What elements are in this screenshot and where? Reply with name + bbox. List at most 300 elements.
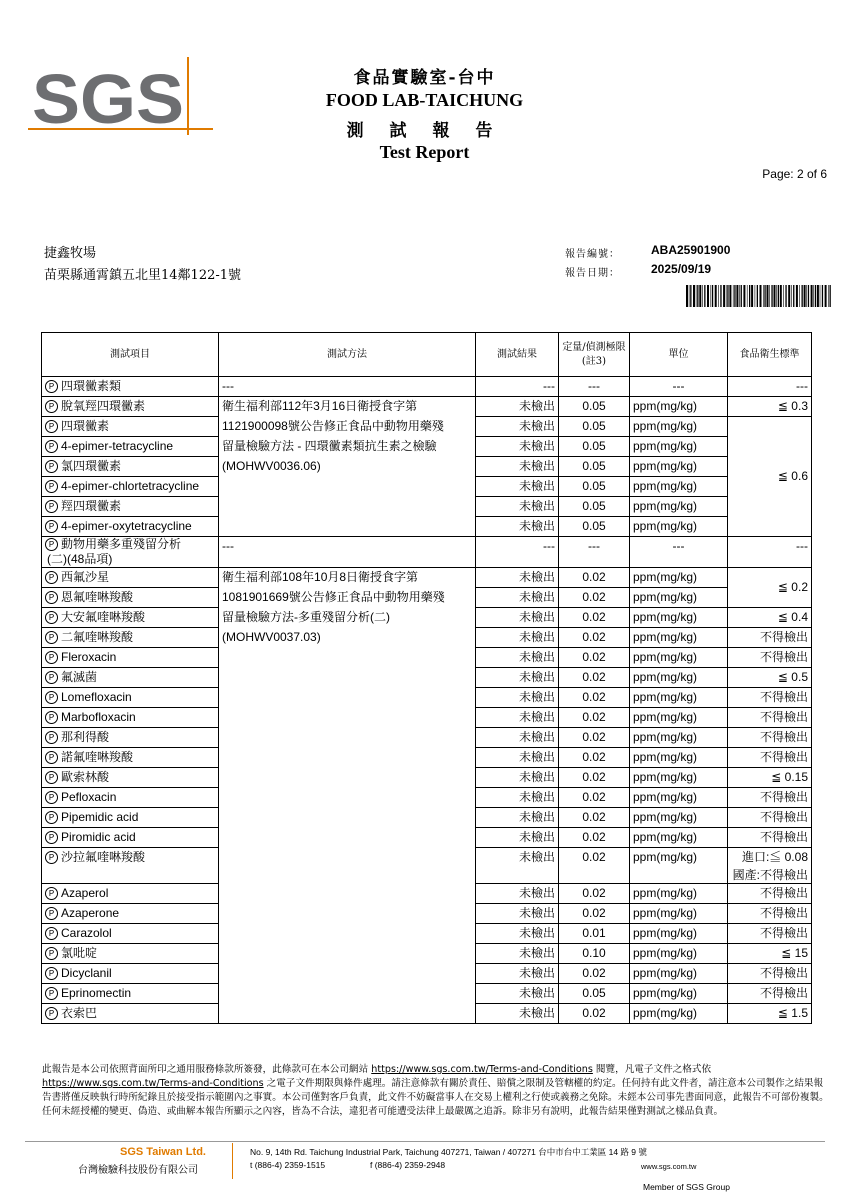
cell-item (42, 497, 219, 517)
item-name: 大安氟喹啉羧酸 (61, 610, 146, 624)
cell-item (42, 944, 219, 964)
p-circle-icon: P (45, 671, 58, 684)
item-name: 那利得酸 (61, 730, 110, 744)
cell-standard: 不得檢出 (728, 984, 812, 1004)
cell-result: 未檢出 (476, 984, 559, 1004)
item-name: Pipemidic acid (61, 810, 139, 824)
cell-standard: ≦ 15 (728, 944, 812, 964)
barcode-bar (785, 285, 786, 307)
barcode-bar (763, 285, 764, 307)
cell-standard: 不得檢出 (728, 648, 812, 668)
cell-standard: ≦ 0.4 (728, 608, 812, 628)
cell-unit: ppm(mg/kg) (630, 497, 728, 517)
p-circle-icon: P (45, 771, 58, 784)
barcode-bar (699, 285, 701, 307)
header-item: 測試項目 (42, 333, 219, 377)
p-circle-icon: P (45, 831, 58, 844)
cell-unit: --- (630, 537, 728, 568)
p-circle-icon: P (45, 851, 58, 864)
cell-limit: 0.01 (559, 924, 630, 944)
cell-result: 未檢出 (476, 944, 559, 964)
barcode-bar (751, 285, 753, 307)
cell-item (42, 1004, 219, 1024)
cell-unit: ppm(mg/kg) (630, 984, 728, 1004)
barcode-bar (757, 285, 758, 307)
report-title-zh: 測 試 報 告 (346, 121, 503, 141)
cell-unit: ppm(mg/kg) (630, 848, 728, 884)
cell-standard: 不得檢出 (728, 904, 812, 924)
barcode-bar (690, 285, 691, 307)
standard-domestic: 國產:不得檢出 (732, 868, 808, 882)
p-circle-icon: P (45, 480, 58, 493)
item-name: 諾氟喹啉羧酸 (61, 750, 134, 764)
item-name: Fleroxacin (61, 650, 117, 664)
cell-result: 未檢出 (476, 788, 559, 808)
p-circle-icon: P (45, 927, 58, 940)
p-circle-icon: P (45, 731, 58, 744)
cell-unit: ppm(mg/kg) (630, 668, 728, 688)
cell-item (42, 848, 219, 884)
item-name: 4-epimer-tetracycline (61, 439, 174, 453)
cell-unit: ppm(mg/kg) (630, 768, 728, 788)
cell-limit: 0.02 (559, 788, 630, 808)
cell-result: 未檢出 (476, 568, 559, 588)
standard-import: 進口:≦ 0.08 (741, 850, 808, 864)
cell-limit: 0.02 (559, 964, 630, 984)
cell-unit: ppm(mg/kg) (630, 884, 728, 904)
barcode-bar (723, 285, 725, 307)
p-circle-icon: P (45, 887, 58, 900)
cell-limit: 0.02 (559, 728, 630, 748)
barcode-bar (696, 285, 697, 307)
item-name: 歐索林酸 (61, 770, 110, 784)
cell-standard: ≦ 0.5 (728, 668, 812, 688)
item-name: Marbofloxacin (61, 710, 136, 724)
item-name: 西氟沙星 (61, 570, 110, 584)
p-circle-icon: P (45, 751, 58, 764)
barcode-bar (712, 285, 713, 307)
disclaimer-text-3: 之電子文件期限與條件處理。請注意條款有關於責任、賠償之限制及管轄權的約定。任何持有此文件者，請注意本公司製作之結果報告書將僅反映執行時所紀錄且於接受指示範圍內之事實。本公司僅對客戶負責，此文件不妨礙當事人在交易上權利之行使或義務之免除。未經本公司事先書面同意，此報告不可部份複製。任何未經授權的變更、偽造、或曲解本報告所顯示之內容，皆為不合法，違犯者可能遭受法律上最嚴厲之追訴。除非另有說明，此報告結果僅對測試之樣品負責。 (42, 1078, 829, 1117)
cell-limit: 0.05 (559, 984, 630, 1004)
cell-result: 未檢出 (476, 457, 559, 477)
cell-standard: 不得檢出 (728, 708, 812, 728)
barcode-bar (778, 285, 779, 307)
cell-limit: 0.05 (559, 437, 630, 457)
method-line: 留量檢驗方法-多重殘留分析(二) (222, 610, 390, 624)
company-website[interactable]: www.sgs.com.tw (641, 1162, 697, 1171)
cell-limit: 0.02 (559, 904, 630, 924)
cell-method: --- (219, 377, 476, 397)
category-row (42, 377, 812, 397)
barcode-bar (780, 285, 782, 307)
cell-item (42, 648, 219, 668)
p-circle-icon: P (45, 420, 58, 433)
header-limit: 定量/偵測極限(註3) (559, 333, 630, 377)
cell-item (42, 904, 219, 924)
cell-item (42, 537, 219, 568)
barcode-bar (715, 285, 717, 307)
barcode-bar (689, 285, 690, 307)
cell-method (219, 568, 476, 1024)
barcode-bar (820, 285, 821, 307)
cell-result: 未檢出 (476, 848, 559, 884)
p-circle-icon: P (45, 691, 58, 704)
item-name: 二氟喹啉羧酸 (61, 630, 134, 644)
header-unit: 單位 (630, 333, 728, 377)
cell-standard: --- (728, 377, 812, 397)
cell-limit: --- (559, 377, 630, 397)
cell-standard (728, 848, 812, 884)
cell-unit: ppm(mg/kg) (630, 904, 728, 924)
cell-result: 未檢出 (476, 964, 559, 984)
p-circle-icon: P (45, 811, 58, 824)
company-phone: t (886-4) 2359-1515 (250, 1160, 326, 1170)
p-circle-icon: P (45, 791, 58, 804)
cell-standard: 不得檢出 (728, 924, 812, 944)
barcode-bar (764, 285, 765, 307)
cell-unit: ppm(mg/kg) (630, 708, 728, 728)
barcode-bar (693, 285, 695, 307)
cell-standard: ≦ 0.2 (728, 568, 812, 608)
p-circle-icon: P (45, 538, 58, 551)
item-name: 氯吡啶 (61, 946, 98, 960)
cell-item (42, 668, 219, 688)
cell-result: 未檢出 (476, 728, 559, 748)
barcode-bar (808, 285, 809, 307)
cell-result: 未檢出 (476, 588, 559, 608)
barcode-bar (747, 285, 748, 307)
barcode-bar (776, 285, 777, 307)
cell-unit: ppm(mg/kg) (630, 964, 728, 984)
barcode-bar (727, 285, 728, 307)
cell-result: 未檢出 (476, 708, 559, 728)
cell-result: 未檢出 (476, 648, 559, 668)
barcode-bar (749, 285, 750, 307)
header-standard: 食品衛生標準 (728, 333, 812, 377)
method-line: (MOHWV0036.06) (222, 459, 321, 473)
disclaimer-text-1: 此報告是本公司依照背面所印之通用服務條款所簽發，此條款可在本公司網站 (42, 1064, 372, 1075)
cell-limit: 0.02 (559, 884, 630, 904)
barcode-bar (720, 285, 721, 307)
cell-result: 未檢出 (476, 437, 559, 457)
cell-limit: 0.02 (559, 608, 630, 628)
cell-result: 未檢出 (476, 828, 559, 848)
barcode-bar (736, 285, 738, 307)
cell-result: 未檢出 (476, 417, 559, 437)
header-method: 測試方法 (219, 333, 476, 377)
p-circle-icon: P (45, 400, 58, 413)
item-name: Azaperol (61, 886, 109, 900)
cell-unit: ppm(mg/kg) (630, 688, 728, 708)
terms-link-2[interactable]: https://www.sgs.com.tw/Terms-and-Conditions (42, 1078, 264, 1089)
cell-result: 未檢出 (476, 924, 559, 944)
item-name: 4-epimer-oxytetracycline (61, 519, 192, 533)
method-line: 1121900098號公告修正食品中動物用藥殘 (222, 419, 444, 433)
company-name-en: SGS Taiwan Ltd. (120, 1146, 206, 1158)
lab-name-zh: 食品實驗室-台中 (353, 68, 496, 88)
item-name: 羥四環黴素 (61, 499, 122, 513)
cell-unit: ppm(mg/kg) (630, 788, 728, 808)
method-line: 留量檢驗方法 - 四環黴素類抗生素之檢驗 (222, 439, 437, 453)
cell-item (42, 828, 219, 848)
cell-result: 未檢出 (476, 477, 559, 497)
item-name: 四環黴素類 (61, 379, 122, 393)
item-name: 4-epimer-chlortetracycline (61, 479, 200, 493)
company-address: No. 9, 14th Rd. Taichung Industrial Park, Taichung 407271, Taiwan / 407271 台中市台中工業區 14 路 9 號 (250, 1147, 647, 1157)
item-name: 恩氟喹啉羧酸 (61, 590, 134, 604)
barcode-bar (799, 285, 800, 307)
method-line: 衛生福利部112年3月16日衛授食字第 (222, 399, 418, 413)
barcode-bar (802, 285, 803, 307)
cell-standard: 不得檢出 (728, 828, 812, 848)
cell-unit: ppm(mg/kg) (630, 728, 728, 748)
cell-item (42, 397, 219, 417)
category-row (42, 537, 812, 568)
cell-limit: 0.02 (559, 668, 630, 688)
p-circle-icon: P (45, 571, 58, 584)
cell-limit: 0.02 (559, 688, 630, 708)
barcode-bar (726, 285, 727, 307)
barcode-bar (817, 285, 819, 307)
item-name: Carazolol (61, 926, 112, 940)
page-number: Page: 2 of 6 (762, 167, 827, 181)
cell-item (42, 517, 219, 537)
cell-unit: ppm(mg/kg) (630, 628, 728, 648)
cell-unit: ppm(mg/kg) (630, 648, 728, 668)
cell-item (42, 417, 219, 437)
cell-limit: 0.02 (559, 648, 630, 668)
cell-standard: ≦ 0.15 (728, 768, 812, 788)
cell-item (42, 884, 219, 904)
cell-result: 未檢出 (476, 608, 559, 628)
barcode-bar (739, 285, 740, 307)
p-circle-icon: P (45, 967, 58, 980)
p-circle-icon: P (45, 651, 58, 664)
item-name: Lomefloxacin (61, 690, 132, 704)
cell-unit: ppm(mg/kg) (630, 417, 728, 437)
barcode-bar (815, 285, 816, 307)
cell-result: 未檢出 (476, 668, 559, 688)
cell-item (42, 924, 219, 944)
p-circle-icon: P (45, 711, 58, 724)
barcode-bar (760, 285, 762, 307)
barcode-bar (804, 285, 806, 307)
cell-limit: --- (559, 537, 630, 568)
barcode-bar (783, 285, 784, 307)
item-name: Azaperone (61, 906, 120, 920)
cell-result: 未檢出 (476, 628, 559, 648)
cell-unit: ppm(mg/kg) (630, 608, 728, 628)
cell-unit: ppm(mg/kg) (630, 477, 728, 497)
cell-item (42, 708, 219, 728)
barcode-bar (741, 285, 742, 307)
barcode-bar (788, 285, 790, 307)
barcode-bar (729, 285, 731, 307)
company-fax: f (886-4) 2359-2948 (370, 1160, 446, 1170)
barcode-bar (774, 285, 776, 307)
barcode-bar (791, 285, 792, 307)
barcode-bar (793, 285, 794, 307)
report-number-label: 報告編號： (565, 249, 620, 260)
barcode-bar (697, 285, 698, 307)
cell-item (42, 437, 219, 457)
cell-unit: ppm(mg/kg) (630, 568, 728, 588)
cell-limit: 0.02 (559, 588, 630, 608)
cell-unit: ppm(mg/kg) (630, 748, 728, 768)
barcode-bar (734, 285, 735, 307)
item-name: Dicyclanil (61, 966, 112, 980)
barcode-bar (825, 285, 827, 307)
barcode-bar (811, 285, 813, 307)
cell-unit: ppm(mg/kg) (630, 588, 728, 608)
cell-item (42, 984, 219, 1004)
table-row (42, 568, 812, 588)
item-name: Eprinomectin (61, 986, 132, 1000)
report-number: ABA25901900 (651, 243, 731, 257)
cell-standard: 不得檢出 (728, 788, 812, 808)
p-circle-icon: P (45, 500, 58, 513)
cell-standard: 不得檢出 (728, 808, 812, 828)
report-date: 2025/09/19 (651, 262, 712, 276)
cell-item (42, 457, 219, 477)
cell-result: 未檢出 (476, 517, 559, 537)
p-circle-icon: P (45, 460, 58, 473)
item-name: 氟滅菌 (61, 670, 98, 684)
cell-unit: ppm(mg/kg) (630, 944, 728, 964)
cell-item (42, 788, 219, 808)
cell-result: 未檢出 (476, 768, 559, 788)
cell-standard: --- (728, 537, 812, 568)
cell-result: 未檢出 (476, 748, 559, 768)
cell-limit: 0.05 (559, 517, 630, 537)
cell-standard: 不得檢出 (728, 748, 812, 768)
cell-limit: 0.02 (559, 568, 630, 588)
cell-result: 未檢出 (476, 904, 559, 924)
cell-limit: 0.05 (559, 497, 630, 517)
barcode-bar (704, 285, 705, 307)
barcode (686, 285, 831, 307)
cell-limit: 0.02 (559, 708, 630, 728)
disclaimer-text-2: 閱覽，凡電子文件之格式依 (592, 1064, 712, 1075)
barcode-bar (711, 285, 712, 307)
barcode-bar (796, 285, 798, 307)
footer-separator (232, 1143, 233, 1179)
cell-limit: 0.05 (559, 477, 630, 497)
cell-limit: 0.02 (559, 748, 630, 768)
cell-unit: ppm(mg/kg) (630, 924, 728, 944)
cell-limit: 0.05 (559, 397, 630, 417)
p-circle-icon: P (45, 591, 58, 604)
cell-unit: ppm(mg/kg) (630, 1004, 728, 1024)
p-circle-icon: P (45, 907, 58, 920)
cell-item (42, 608, 219, 628)
company-name-zh: 台灣檢驗科技股份有限公司 (78, 1165, 198, 1176)
barcode-bar (830, 285, 831, 307)
client-name: 捷鑫牧場 (44, 246, 97, 261)
barcode-bar (702, 285, 703, 307)
cell-method: --- (219, 537, 476, 568)
cell-standard: 不得檢出 (728, 688, 812, 708)
cell-item (42, 377, 219, 397)
terms-link-1[interactable]: https://www.sgs.com.tw/Terms-and-Conditions (371, 1064, 593, 1075)
cell-item (42, 964, 219, 984)
cell-limit: 0.05 (559, 417, 630, 437)
cell-limit: 0.02 (559, 848, 630, 884)
item-name: Piromidic acid (61, 830, 136, 844)
cell-limit: 0.02 (559, 768, 630, 788)
logo-text: SGS (32, 60, 184, 135)
cell-item (42, 688, 219, 708)
p-circle-icon: P (45, 1007, 58, 1020)
method-line: 衛生福利部108年10月8日衛授食字第 (222, 570, 419, 584)
p-circle-icon: P (45, 520, 58, 533)
cell-standard: 不得檢出 (728, 964, 812, 984)
cell-result: --- (476, 377, 559, 397)
item-name: 四環黴素 (61, 419, 110, 433)
cell-result: 未檢出 (476, 497, 559, 517)
cell-result: 未檢出 (476, 884, 559, 904)
report-date-label: 報告日期： (565, 268, 620, 279)
method-line: (MOHWV0037.03) (222, 630, 321, 644)
header-result: 測試結果 (476, 333, 559, 377)
cell-limit: 0.02 (559, 808, 630, 828)
cell-standard: 不得檢出 (728, 884, 812, 904)
lab-name-en: FOOD LAB-TAICHUNG (325, 90, 524, 110)
barcode-bar (707, 285, 709, 307)
item-name: 脫氧羥四環黴素 (61, 399, 146, 413)
p-circle-icon: P (45, 631, 58, 644)
cell-limit: 0.10 (559, 944, 630, 964)
cell-item (42, 568, 219, 588)
footer-divider (25, 1141, 825, 1142)
cell-limit: 0.02 (559, 828, 630, 848)
cell-result: --- (476, 537, 559, 568)
disclaimer (42, 1063, 832, 1119)
barcode-bar (718, 285, 719, 307)
results-table (41, 332, 812, 1024)
table-header-row (42, 333, 812, 377)
barcode-bar (822, 285, 823, 307)
barcode-bar (686, 285, 688, 307)
cell-item (42, 808, 219, 828)
cell-item (42, 477, 219, 497)
cell-method (219, 397, 476, 537)
p-circle-icon: P (45, 987, 58, 1000)
method-line: 1081901669號公告修正食品中動物用藥殘 (222, 590, 445, 604)
member-of-group: Member of SGS Group (643, 1182, 730, 1192)
cell-limit: 0.02 (559, 628, 630, 648)
p-circle-icon: P (45, 380, 58, 393)
cell-standard: ≦ 1.5 (728, 1004, 812, 1024)
barcode-bar (828, 285, 829, 307)
client-address: 苗栗縣通霄鎮五北里14鄰122-1號 (44, 268, 242, 283)
item-name-line2: (二)(48品項) (47, 552, 113, 566)
cell-standard: 不得檢出 (728, 728, 812, 748)
cell-standard: ≦ 0.6 (728, 417, 812, 537)
barcode-bar (813, 285, 814, 307)
item-name: 氯四環黴素 (61, 459, 122, 473)
cell-item (42, 728, 219, 748)
cell-item (42, 748, 219, 768)
cell-result: 未檢出 (476, 397, 559, 417)
barcode-bar (743, 285, 745, 307)
cell-unit: ppm(mg/kg) (630, 437, 728, 457)
table-row (42, 397, 812, 417)
barcode-bar (767, 285, 769, 307)
cell-unit: ppm(mg/kg) (630, 517, 728, 537)
cell-result: 未檢出 (476, 688, 559, 708)
item-name: 沙拉氟喹啉羧酸 (61, 850, 146, 864)
